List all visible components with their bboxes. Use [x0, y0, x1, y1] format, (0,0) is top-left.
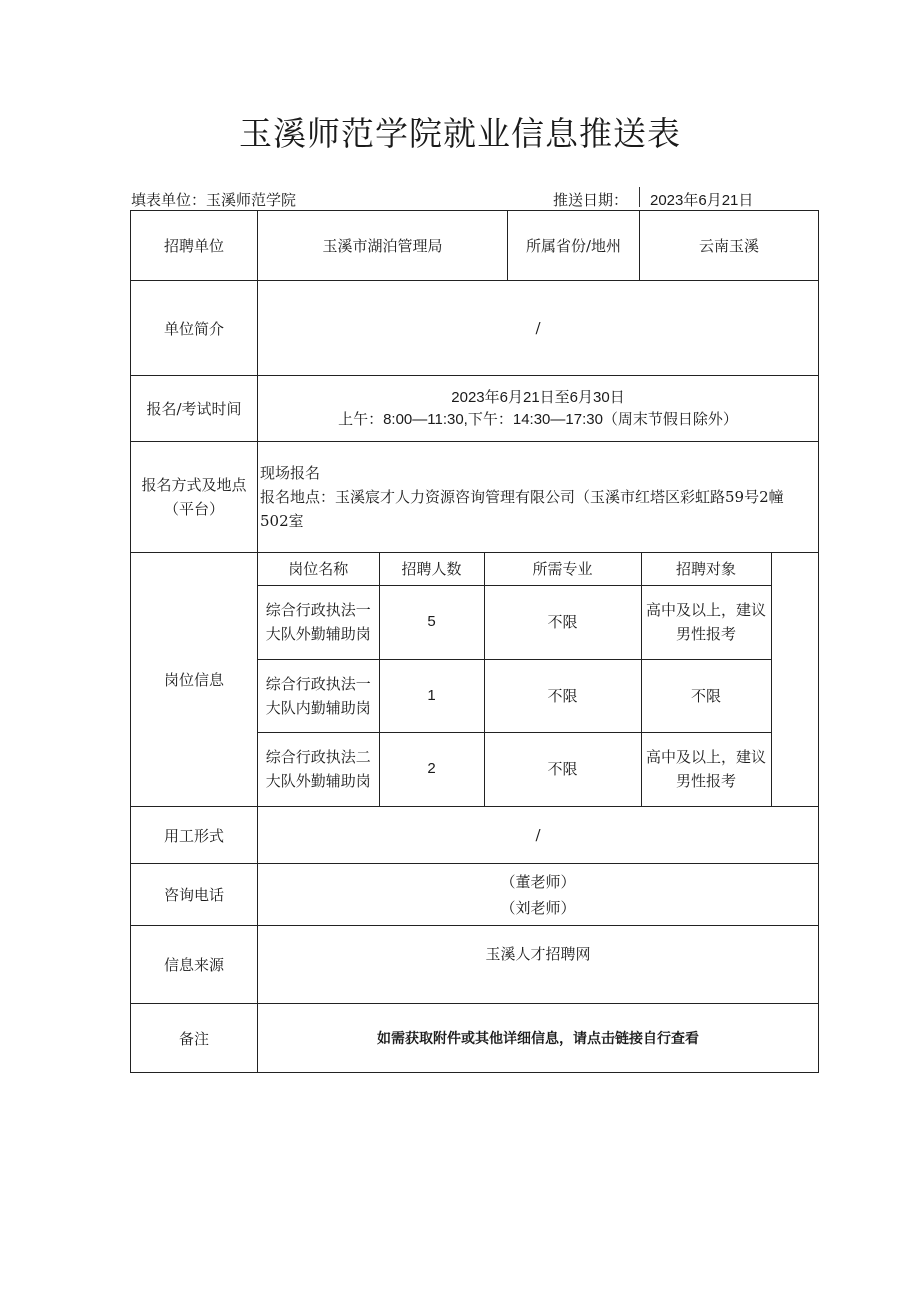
method-label — [131, 442, 258, 553]
employer-value: 玉溪市湖泊管理局 — [258, 211, 508, 281]
remark-row — [131, 1004, 819, 1073]
positions-cell — [258, 553, 819, 807]
position-name — [258, 659, 379, 732]
position-name — [258, 732, 379, 806]
push-date-value: 2023年6月21日 — [650, 192, 754, 209]
position-major: 不限 — [484, 585, 641, 659]
table-row — [258, 659, 818, 732]
position-target — [641, 659, 771, 732]
intro-row — [131, 281, 819, 376]
positions-row — [131, 553, 819, 807]
employment-row — [131, 807, 819, 864]
phone-row — [131, 864, 819, 926]
position-major: 不限 — [484, 659, 641, 732]
employment-value: / — [258, 807, 819, 864]
position-name-line-1: 综合行政执法一 — [265, 601, 371, 619]
source-value: 玉溪人才招聘网 — [258, 926, 819, 1004]
position-name — [258, 585, 379, 659]
header-position-name: 岗位名称 — [258, 553, 379, 585]
phone-line-2: （刘老师） — [500, 898, 576, 917]
header-target: 招聘对象 — [641, 553, 771, 585]
fill-unit: 填表单位：玉溪师范学院 — [131, 191, 297, 209]
source-row — [131, 926, 819, 1004]
positions-header — [258, 553, 818, 585]
method-value — [258, 442, 819, 553]
method-line-3: 502室 — [260, 512, 304, 530]
position-name-line-2: 大队外勤辅助岗 — [265, 625, 371, 643]
employer-row — [131, 211, 819, 281]
position-name-line-1: 综合行政执法一 — [265, 674, 371, 693]
phone-label: 咨询电话 — [131, 864, 258, 926]
method-line-2: 报名地点：玉溪宸才人力资源咨询管理有限公司（玉溪市红塔区彩虹路59号2幢 — [260, 488, 784, 506]
date-separator — [639, 187, 640, 207]
position-name-line-1: 综合行政执法二 — [265, 748, 371, 767]
phone-line-1: （董老师） — [500, 872, 576, 891]
position-target-line-1: 高中及以上，建议 — [645, 601, 766, 619]
positions-label: 岗位信息 — [131, 553, 258, 807]
employer-label: 招聘单位 — [131, 211, 258, 281]
position-target-line-2: 男性报考 — [675, 772, 736, 791]
position-target — [641, 732, 771, 806]
info-table — [130, 210, 819, 1073]
positions-blank — [771, 553, 818, 806]
intro-value: / — [258, 281, 819, 376]
position-count: 5 — [379, 585, 484, 659]
phone-value — [258, 864, 819, 926]
table-row — [258, 732, 818, 806]
position-name-line-2: 大队外勤辅助岗 — [265, 772, 371, 791]
time-value — [258, 376, 819, 442]
method-label-line-2: （平台） — [163, 500, 224, 518]
time-line-2: 上午：8:00—11:30,下午：14:30—17:30（周末节假日除外） — [338, 410, 738, 428]
source-label: 信息来源 — [131, 926, 258, 1004]
table-row — [258, 585, 818, 659]
remark-label: 备注 — [131, 1004, 258, 1073]
remark-value[interactable]: 如需获取附件或其他详细信息，请点击链接自行查看 — [258, 1004, 819, 1073]
position-target-line-1: 高中及以上，建议 — [645, 748, 766, 767]
time-label: 报名/考试时间 — [131, 376, 258, 442]
method-row — [131, 442, 819, 553]
header-major: 所需专业 — [484, 553, 641, 585]
position-target-line-1: 不限 — [690, 686, 721, 705]
employment-label: 用工形式 — [131, 807, 258, 864]
page-title: 玉溪师范学院就业信息推送表 — [239, 114, 681, 153]
region-label: 所属省份/地州 — [508, 211, 640, 281]
position-name-line-2: 大队内勤辅助岗 — [265, 698, 371, 717]
time-line-1: 2023年6月21日至6月30日 — [451, 388, 625, 406]
position-target-line-2: 男性报考 — [675, 625, 736, 643]
positions-table — [258, 553, 818, 806]
intro-label: 单位简介 — [131, 281, 258, 376]
region-value: 云南玉溪 — [640, 211, 819, 281]
position-target — [641, 585, 771, 659]
method-label-line-1: 报名方式及地点 — [141, 476, 247, 494]
position-major: 不限 — [484, 732, 641, 806]
position-count: 1 — [379, 659, 484, 732]
header-recruit-count: 招聘人数 — [379, 553, 484, 585]
push-date-label: 推送日期： — [553, 191, 629, 209]
method-line-1: 现场报名 — [260, 464, 321, 482]
time-row — [131, 376, 819, 442]
position-count: 2 — [379, 732, 484, 806]
